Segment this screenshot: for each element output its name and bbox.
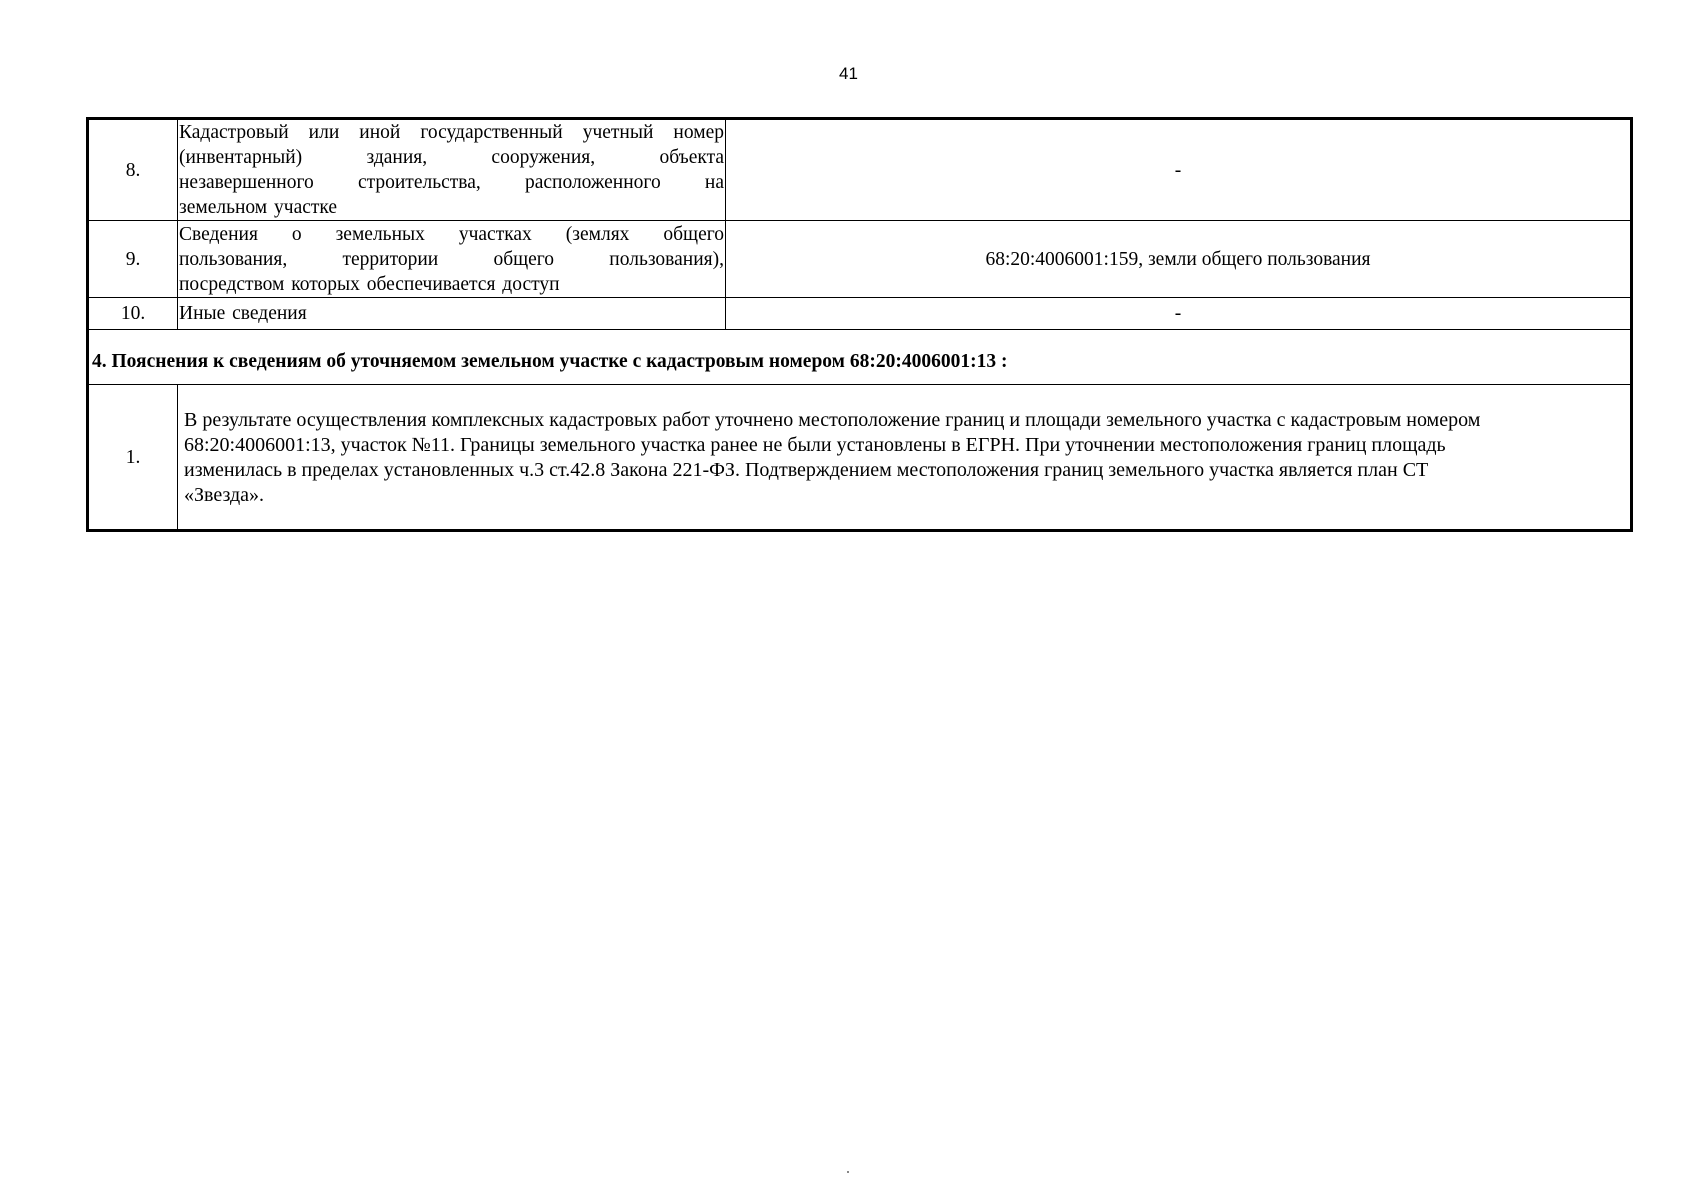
row-label-line: незавершенного строительства, расположенного на	[179, 172, 724, 193]
row-number: 1.	[88, 385, 178, 531]
row-label	[178, 119, 726, 221]
section-title: 4. Пояснения к сведениям об уточняемом земельном участке с кадастровым номером 68:20:4006001:13 :	[88, 330, 1632, 385]
row-label	[178, 221, 726, 298]
row-label-line: земельном участке	[179, 197, 338, 218]
row-number: 10.	[88, 298, 178, 330]
row-label-line: Кадастровый или иной государственный учетный номер	[179, 122, 724, 143]
row-value: -	[726, 298, 1632, 330]
explanation-line: «Звезда».	[184, 484, 265, 506]
explanation-line: изменилась в пределах установленных ч.3 ст.42.8 Закона 221-ФЗ. Подтверждением местоположения границ земельного участка является план СТ	[184, 459, 1429, 481]
section-header-row	[88, 330, 1632, 385]
row-label	[178, 298, 726, 330]
row-value: 68:20:4006001:159, земли общего пользования	[726, 221, 1632, 298]
row-label-line: (инвентарный) здания, сооружения, объекта	[179, 147, 724, 168]
explanation-text	[178, 385, 1632, 531]
row-label-line: пользования, территории общего пользования),	[179, 248, 724, 270]
cadastral-info-table	[86, 117, 1633, 532]
scan-dot	[847, 1171, 849, 1173]
row-number: 8.	[88, 119, 178, 221]
row-label-line: Сведения о земельных участках (землях общего	[179, 223, 724, 245]
table-row	[88, 119, 1632, 221]
table-row	[88, 385, 1632, 531]
row-label-line: посредством которых обеспечивается доступ	[179, 273, 560, 295]
table-row	[88, 221, 1632, 298]
row-number: 9.	[88, 221, 178, 298]
table-row	[88, 298, 1632, 330]
page-number: 41	[839, 64, 858, 83]
explanation-line: 68:20:4006001:13, участок №11. Границы земельного участка ранее не были установлены в ЕГРН. При уточнении местоположения границ площадь	[184, 434, 1446, 456]
row-value: -	[726, 119, 1632, 221]
explanation-line: В результате осуществления комплексных кадастровых работ уточнено местоположение границ и площади земельного участка с кадастровым номером	[184, 409, 1481, 431]
row-label-line: Иные сведения	[179, 303, 307, 324]
